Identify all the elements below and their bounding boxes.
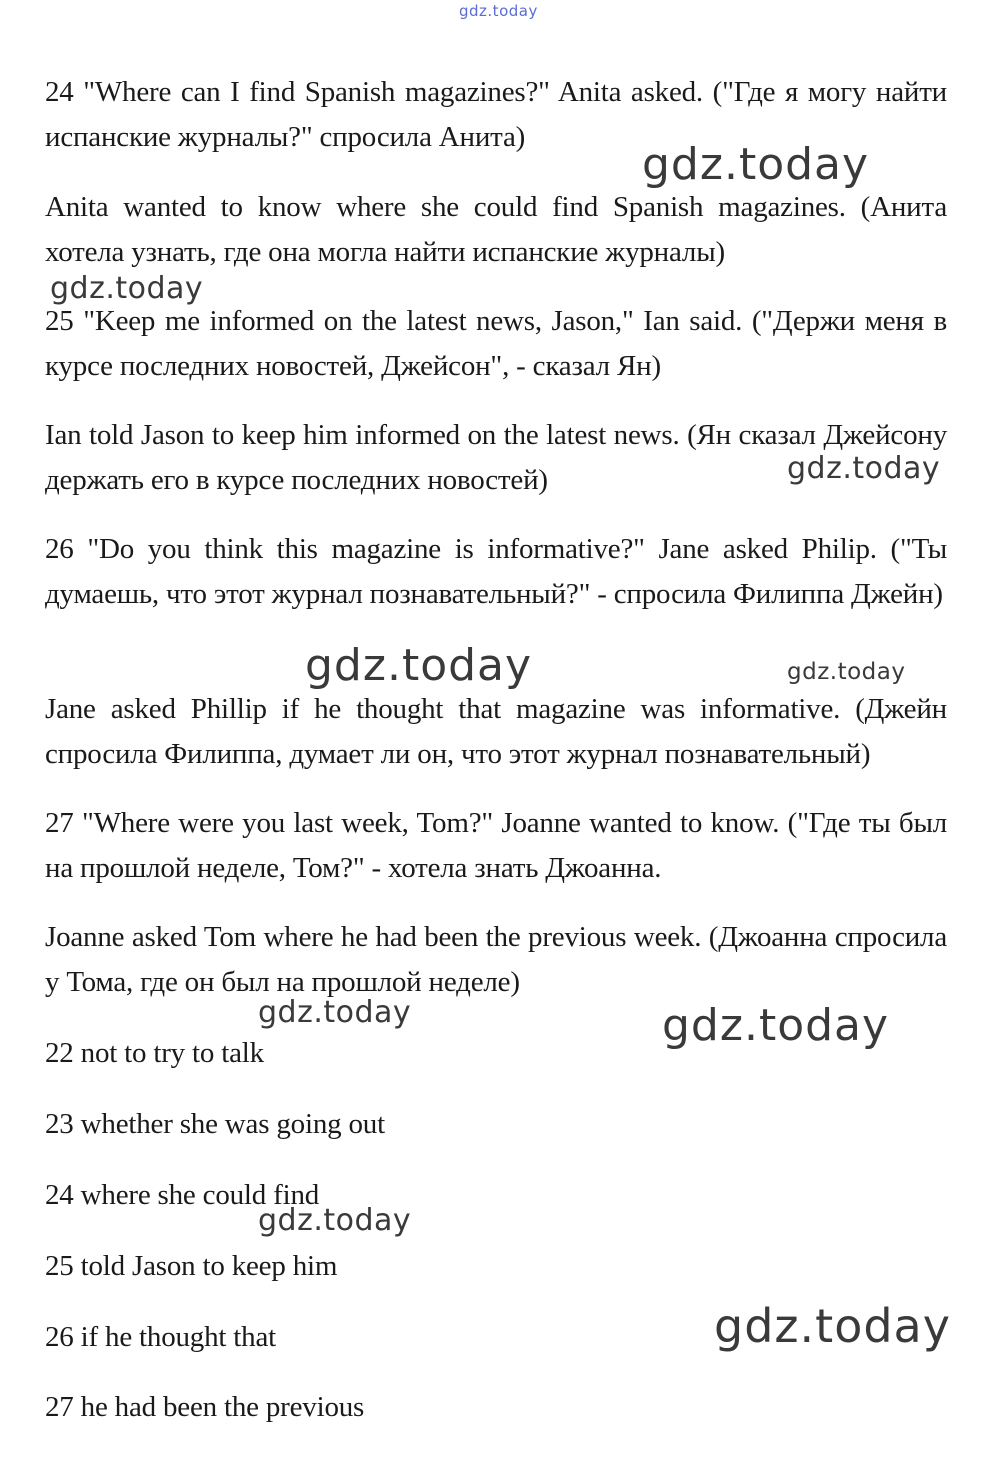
paragraph-24-question: 24 "Where can I find Spanish magazines?" Anita asked. ("Где я могу найти испанские журналы?" спросила Анита): [45, 76, 947, 153]
answer-22: 22 not to try to talk: [45, 1037, 264, 1069]
answer-27: 27 he had been the previous: [45, 1391, 365, 1423]
watermark: gdz.today: [258, 1203, 412, 1238]
paragraph-25-reported: Ian told Jason to keep him informed on the latest news. (Ян сказал Джейсону держать его в курсе последних новостей): [45, 419, 947, 496]
watermark: gdz.today: [787, 659, 906, 685]
watermark: gdz.today: [787, 451, 941, 486]
watermark: gdz.today: [305, 640, 533, 691]
header-watermark: gdz.today: [459, 2, 538, 20]
paragraph-27-question: 27 "Where were you last week, Tom?" Joanne wanted to know. ("Где ты был на прошлой неделе, Том?" - хотела знать Джоанна.: [45, 807, 947, 884]
answer-23: 23 whether she was going out: [45, 1108, 385, 1140]
answer-24: 24 where she could find: [45, 1179, 320, 1211]
watermark: gdz.today: [258, 995, 412, 1030]
watermark: gdz.today: [714, 1299, 951, 1353]
paragraph-24-reported: Anita wanted to know where she could find Spanish magazines. (Анита хотела узнать, где она могла найти испанские журналы): [45, 191, 947, 268]
watermark: gdz.today: [642, 139, 870, 190]
answer-25: 25 told Jason to keep him: [45, 1250, 338, 1282]
watermark: gdz.today: [662, 1000, 890, 1051]
answer-26: 26 if he thought that: [45, 1321, 276, 1353]
paragraph-26-reported: Jane asked Phillip if he thought that magazine was informative. (Джейн спросила Филиппа, думает ли он, что этот журнал познавательный): [45, 693, 947, 770]
paragraph-25-question: 25 "Keep me informed on the latest news, Jason," Ian said. ("Держи меня в курсе последних новостей, Джейсон", - сказал Ян): [45, 305, 947, 382]
paragraph-26-question: 26 "Do you think this magazine is informative?" Jane asked Philip. ("Ты думаешь, что этот журнал познавательный?" - спросила Филиппа Джейн): [45, 533, 947, 610]
watermark: gdz.today: [50, 271, 204, 306]
paragraph-27-reported: Joanne asked Tom where he had been the previous week. (Джоанна спросила у Тома, где он был на прошлой неделе): [45, 921, 947, 998]
